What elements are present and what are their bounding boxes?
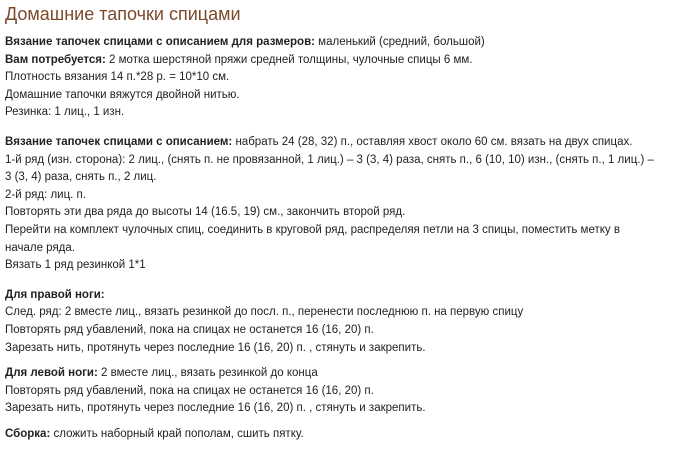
row2-line: 2-й ряд: лиц. п. (5, 188, 86, 201)
sizes-label: Вязание тапочек спицами с описанием для размеров: (5, 36, 315, 48)
left-foot-line (5, 365, 673, 383)
right-foot-line2: Повторять ряд убавлений, пока на спицах не останется 16 (16, 20) п. (5, 323, 374, 336)
knit-rib-line: Вязать 1 ряд резинкой 1*1 (5, 259, 146, 272)
article-body (5, 34, 673, 443)
left-foot-text: 2 вместе лиц., вязать резинкой до конца (97, 367, 318, 380)
rib-line: Резинка: 1 лиц., 1 изн. (5, 106, 125, 119)
needs-text: 2 мотка шерстяной пряжи средней толщины, чулочные спицы 6 мм. (105, 53, 473, 66)
left-foot-label: Для левой ноги: (5, 367, 98, 380)
right-foot-line3: Зарезать нить, протянуть через последние 16 (16, 20) п. , стянуть и закрепить. (5, 341, 426, 354)
right-foot-label-line (5, 287, 673, 305)
needs-line (5, 52, 673, 70)
right-foot-line1: След. ряд: 2 вместе лиц., вязать резинкой до посл. п., перенести последнюю п. на первую спицу (5, 306, 524, 319)
left-foot-line2: Повторять ряд убавлений, пока на спицах не останется 16 (16, 20) п. (5, 384, 374, 397)
left-foot-line3: Зарезать нить, протянуть через последние 16 (16, 20) п. , стянуть и закрепить. (5, 402, 426, 415)
repeat-line: Повторять эти два ряда до высоты 14 (16.5, 19) см., закончить второй ряд. (5, 206, 406, 219)
assembly-label: Сборка: (5, 427, 51, 440)
transfer-line: Перейти на комплект чулочных спиц, соединить в круговой ряд, распределяя петли на 3 спицы, поместить метку в начале ряда. (5, 223, 620, 254)
density-line: Плотность вязания 14 п.*28 р. = 10*10 см. (5, 71, 230, 84)
row1-line: 1-й ряд (изн. сторона): 2 лиц., (снять п. не провязанной, 1 лиц.) – 3 (3, 4) раза, снять п., 6 (10, 10) изн., (снять п., 1 лиц.) – (5, 153, 654, 166)
needs-label: Вам потребуется: (5, 53, 106, 66)
page-title: Домашние тапочки спицами (5, 4, 241, 24)
sizes-text: маленький (средний, большой) (314, 36, 485, 48)
right-foot-label: Для правой ноги: (5, 288, 105, 301)
sizes-line (5, 34, 673, 52)
assembly-line (5, 426, 673, 444)
description-text: набрать 24 (28, 32) п., оставляя хвост около 60 см. вязать на двух спицах. (232, 135, 633, 148)
description-line (5, 134, 673, 152)
assembly-text: сложить наборный край пополам, сшить пятку. (50, 427, 304, 440)
description-label: Вязание тапочек спицами с описанием: (5, 135, 233, 148)
row1-cont-line: 3 (3, 4) раза, снять п., 2 лиц. (5, 171, 157, 184)
double-thread-line: Домашние тапочки вяжутся двойной нитью. (5, 88, 240, 101)
